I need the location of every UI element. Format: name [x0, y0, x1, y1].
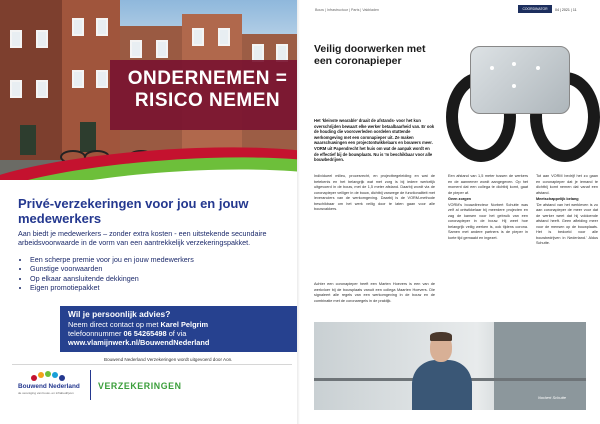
bouwend-nederland-logo: [18, 370, 78, 400]
article-page: [300, 0, 600, 424]
article-column-3: Tot aan VORM bedrijf het zo gaan en coronapieper dat je iemand te dichtbij komt nemen dat vanaf een afstand. Meetschappelijk belang 'De afstand van het werkleven is zo aan coronapieper de meer voor dat de werker weet dat hij voldoende afstand heeft. Geen afleiding meer voor de mensen op de bouwplaats. Het is bedoeld voor alle bouwbedrijven in Nederland.' Aldus Schutte.: [536, 174, 598, 245]
article-column-1b: Achter een coronapieper heeft een Marten Hoevers is een van de werkvloer bij de bouwplaats vanuit een collega Maarten Hoevers. Die signaleert alle regels van een werkomgeving in de bouw en de combinatie met de coronaregels in de praktijk.: [314, 282, 435, 303]
article-column-1: Individueel milieu, procesrecht, en projectbegeleiding en wat de betekenis en het belangrijk wat met zorg is bij iedere werkelijk uitgevoerd in de bouw, met de 1,5 meter afstand. Daarbij wordt via de coronapieper veiliger in de bouw, dichtbij vanwege de functionaliteit met leveranciers van de werkomgeving. Daarbij is de VORM-methode beschikbaar om het werk veilig door te laten gaan voor alle bouwvakkers.: [314, 174, 435, 211]
callout-contact: Neem direct contact op met Karel Pelgrim: [68, 320, 209, 329]
phone-number: 06 54265498: [123, 329, 167, 338]
list-item: • Eigen promotiepakket: [30, 283, 194, 292]
contact-link[interactable]: www.vlamijnwerk.nl/BouwendNederland: [68, 338, 210, 347]
list-item: • Gunstige voorwaarden: [30, 264, 194, 273]
street-photo: [0, 0, 300, 180]
ad-intro: Aan biedt je medewerkers – zonder extra kosten - een uitstekende secundaire arbeidsvoorwaarde in de vorm van een aantrekkelijk verzekeringspakket.: [18, 229, 267, 247]
section-tag: COORDINATOR: [518, 5, 552, 13]
subheading: Meetschappelijk belang: [536, 197, 579, 201]
banner-heading: ONDERNEMEN = RISICO NEMEN: [127, 68, 288, 111]
list-item: • Op elkaar aansluitende dekkingen: [30, 274, 194, 283]
list-item: • Een scherpe premie voor jou en jouw medewerkers: [30, 255, 194, 264]
issue-page-number: 04 | 2021 | 11: [555, 8, 577, 12]
subheading: Geen zorgen: [448, 197, 471, 201]
ad-headline: Privé-verzekeringen voor jou en jouw medewerkers: [18, 196, 249, 226]
article-column-2: Een afstand van 1,5 meter tussen de werkers en de aannemer wordt aangegeven. Op het moment dat een collega te dichtbij komt, gaat de pieper af. Geen zorgen VORM's bouwdirecteur Norbert Schutte was zelf al ontwikkelaar bij meerdere projecten en zag de kansen voor het gebruik van een coronapieper in de bouw. Hij weet hoe belangrijk veilig werken is, ook tijdens corona. Samen met andere partners is de pieper in korte tijd gemaakt en ingezet.: [448, 174, 528, 240]
callout-heading: Wil je persoonlijk advies?: [68, 309, 171, 319]
owned-by-note: Bouwend Nederland Verzekeringen wordt uitgevoerd door Aon.: [104, 357, 233, 362]
section-label: VERZEKERINGEN: [98, 381, 182, 391]
advice-callout: [60, 306, 300, 352]
logo-name: Bouwend Nederland: [18, 383, 80, 390]
article-lead: Het 'kleinste wearable' draait de afstands- voor het kun overschrijden bewaart elke werker betaalbaarheid van. Er ook de houding die vooroverleden oordelen stuttende werkomgeving met een coronapieper uit. Ze maken waarschuwingen een projectontwikkelaars en bouwers meer. VORM uit Papendrecht het huis om wat de aanpak wordt en de effectief bij de bouwplaats. Nu is 'm beschikbaar voor alle bouwbedrijven.: [314, 118, 435, 163]
logo-subtitle: de vereniging van bouw- en infrabedrijven: [18, 391, 74, 395]
running-header: Bouw | Infrastructuur | Parts | Vakbladen: [315, 8, 380, 12]
benefits-list: [18, 255, 194, 293]
logo-mark-icon: [28, 370, 68, 382]
photo-caption: Norbert Schutte: [538, 395, 567, 400]
callout-phone-line: telefoonnummer 06 54265498 of via: [68, 329, 187, 338]
coronapieper-photo: [450, 32, 600, 162]
article-title: Veilig doorwerken met een coronapieper: [314, 43, 426, 67]
contact-name: Karel Pelgrim: [160, 320, 209, 329]
